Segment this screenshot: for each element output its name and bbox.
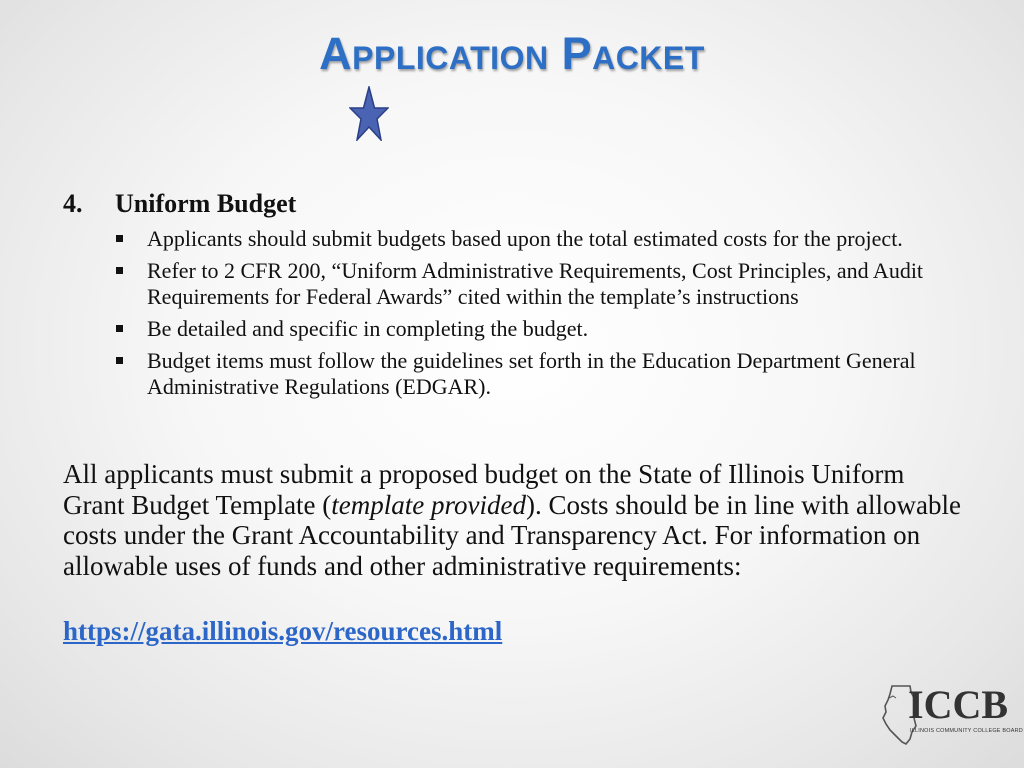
- list-item: [115, 226, 955, 252]
- list-item: [115, 348, 955, 400]
- star-icon: [349, 86, 389, 141]
- bullet-list: [115, 226, 955, 406]
- section-heading: [63, 188, 296, 220]
- square-bullet-icon: [116, 267, 123, 274]
- logo-subtitle: ILLINOIS COMMUNITY COLLEGE BOARD: [910, 728, 1023, 734]
- bullet-text: Applicants should submit budgets based upon the total estimated costs for the project.: [147, 226, 903, 251]
- iccb-logo: [880, 682, 1023, 746]
- section-heading-text: Uniform Budget: [115, 189, 297, 218]
- bullet-text: Refer to 2 CFR 200, “Uniform Administrative Requirements, Cost Principles, and Audit Requirements for Federal Awards” cited within the template’s instructions: [147, 258, 924, 309]
- square-bullet-icon: [116, 325, 123, 332]
- logo-text: ICCB: [908, 682, 1009, 727]
- square-bullet-icon: [116, 357, 123, 364]
- list-item: [115, 258, 955, 310]
- bullet-text: Be detailed and specific in completing the budget.: [147, 316, 589, 341]
- list-item: [115, 316, 955, 342]
- section-number: 4.: [63, 189, 83, 218]
- resources-link[interactable]: https://gata.illinois.gov/resources.html: [63, 616, 503, 646]
- paragraph-part-1: All applicants must submit a proposed budget on the State of Illinois Uniform Grant Budget Template (: [63, 459, 905, 520]
- square-bullet-icon: [116, 235, 123, 242]
- body-paragraph: [63, 459, 963, 581]
- bullet-text: Budget items must follow the guidelines set forth in the Education Department General Administrative Regulations (EDGAR).: [147, 348, 916, 399]
- paragraph-part-2: ). Costs should be in line with allowable costs under the Grant Accountability and Transparency Act. For information on allowable uses of funds and other administrative requirements:: [63, 489, 961, 581]
- paragraph-italic: template provided: [331, 489, 526, 520]
- slide-title: Application Packet: [319, 28, 705, 79]
